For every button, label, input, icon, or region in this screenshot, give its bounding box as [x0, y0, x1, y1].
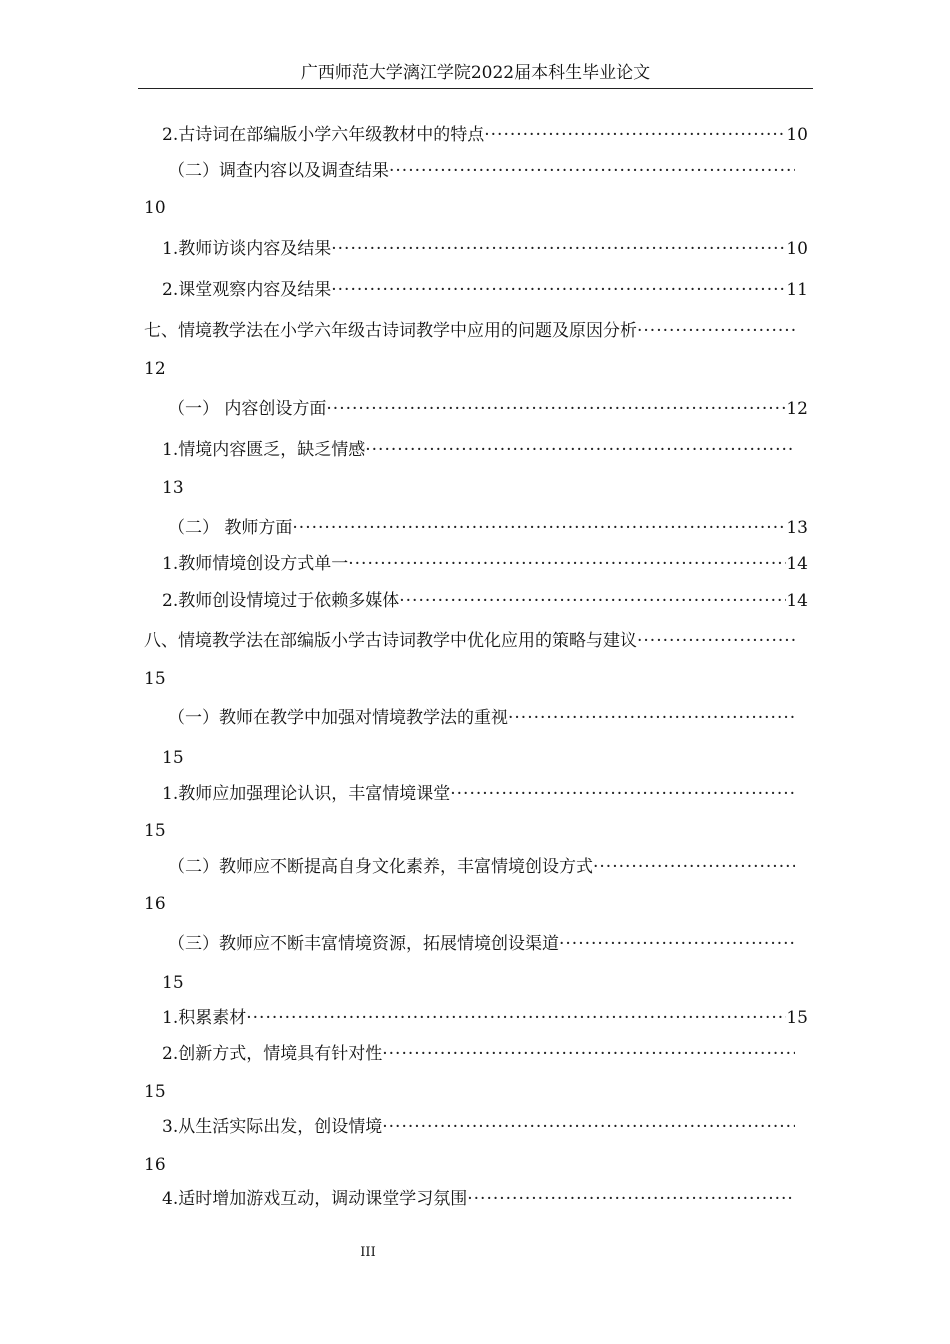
toc-leader — [326, 398, 786, 420]
toc-leader — [331, 279, 786, 301]
toc-entry[interactable] — [162, 439, 795, 461]
toc-label: （二）教师应不断提高自身文化素养，丰富情境创设方式 — [168, 857, 593, 877]
toc-page: 10 — [786, 125, 808, 145]
toc-entry[interactable] — [168, 398, 808, 420]
toc-leader — [365, 439, 795, 461]
toc-label: 1.情境内容匮乏，缺乏情感 — [162, 440, 366, 460]
toc-label: （二）调查内容以及调查结果 — [168, 161, 389, 181]
toc-entry[interactable] — [168, 707, 795, 729]
toc-page-wrapped[interactable]: 10 — [144, 198, 166, 218]
toc-label: 2.课堂观察内容及结果 — [162, 280, 332, 300]
toc-leader — [246, 1007, 786, 1029]
toc-page: 14 — [786, 591, 808, 611]
toc-leader — [450, 783, 795, 805]
toc-label: 1.教师应加强理论认识，丰富情境课堂 — [162, 784, 451, 804]
toc-leader — [348, 553, 786, 575]
toc-entry[interactable] — [162, 590, 808, 612]
toc-page-wrapped[interactable]: 15 — [144, 821, 166, 841]
toc-leader — [467, 1188, 795, 1210]
toc-entry[interactable] — [168, 160, 795, 182]
toc-page-wrapped[interactable]: 16 — [144, 894, 166, 914]
toc-page-wrapped[interactable]: 15 — [144, 669, 166, 689]
toc-leader — [637, 320, 795, 342]
toc-label: （一） 内容创设方面 — [168, 399, 327, 419]
header-rule — [138, 88, 813, 89]
running-header: 广西师范大学漓江学院2022届本科生毕业论文 — [300, 63, 651, 83]
toc-label: 2.教师创设情境过于依赖多媒体 — [162, 591, 400, 611]
toc-leader — [292, 517, 786, 539]
toc-entry[interactable] — [162, 553, 808, 575]
toc-leader — [508, 707, 795, 729]
toc-page: 12 — [786, 399, 808, 419]
toc-leader — [399, 590, 786, 612]
toc-entry[interactable] — [144, 320, 795, 342]
toc-page: 10 — [786, 239, 808, 259]
toc-leader — [331, 238, 786, 260]
toc-page-wrapped[interactable]: 12 — [144, 359, 166, 379]
toc-page-wrapped[interactable]: 13 — [162, 478, 184, 498]
toc-label: 2.创新方式，情境具有针对性 — [162, 1044, 383, 1064]
toc-label: （一）教师在教学中加强对情境教学法的重视 — [168, 708, 508, 728]
toc-entry[interactable] — [168, 856, 795, 878]
toc-leader — [484, 124, 786, 146]
toc-label: 1.教师访谈内容及结果 — [162, 239, 332, 259]
toc-page-wrapped[interactable]: 16 — [144, 1155, 166, 1175]
toc-entry[interactable] — [162, 279, 808, 301]
toc-leader — [593, 856, 795, 878]
toc-entry[interactable] — [162, 1007, 808, 1029]
toc-label: 七、情境教学法在小学六年级古诗词教学中应用的问题及原因分析 — [144, 321, 637, 341]
toc-entry[interactable] — [162, 1188, 795, 1210]
toc-label: 1.积累素材 — [162, 1008, 247, 1028]
toc-leader — [382, 1116, 795, 1138]
toc-entry[interactable] — [162, 1043, 795, 1065]
toc-entry[interactable] — [162, 1116, 795, 1138]
toc-entry[interactable] — [144, 630, 795, 652]
toc-label: （二） 教师方面 — [168, 518, 293, 538]
toc-label: 3.从生活实际出发，创设情境 — [162, 1117, 383, 1137]
toc-entry[interactable] — [162, 124, 808, 146]
toc-page: 11 — [786, 280, 808, 300]
toc-page: 13 — [786, 518, 808, 538]
toc-page: 14 — [786, 554, 808, 574]
toc-label: 八、情境教学法在部编版小学古诗词教学中优化应用的策略与建议 — [144, 631, 637, 651]
toc-leader — [382, 1043, 795, 1065]
toc-page-wrapped[interactable]: 15 — [162, 973, 184, 993]
toc-entry[interactable] — [162, 238, 808, 260]
toc-label: 1.教师情境创设方式单一 — [162, 554, 349, 574]
toc-page: 15 — [786, 1008, 808, 1028]
toc-entry[interactable] — [168, 517, 808, 539]
toc-entry[interactable] — [168, 933, 795, 955]
toc-label: 4.适时增加游戏互动，调动课堂学习氛围 — [162, 1189, 468, 1209]
toc-leader — [559, 933, 795, 955]
toc-label: （三）教师应不断丰富情境资源，拓展情境创设渠道 — [168, 934, 559, 954]
toc-page-wrapped[interactable]: 15 — [144, 1082, 166, 1102]
page-number: III — [360, 1245, 376, 1260]
toc-leader — [637, 630, 795, 652]
toc-page-wrapped[interactable]: 15 — [162, 748, 184, 768]
toc-label: 2.古诗词在部编版小学六年级教材中的特点 — [162, 125, 485, 145]
toc-leader — [389, 160, 795, 182]
toc-entry[interactable] — [162, 783, 795, 805]
